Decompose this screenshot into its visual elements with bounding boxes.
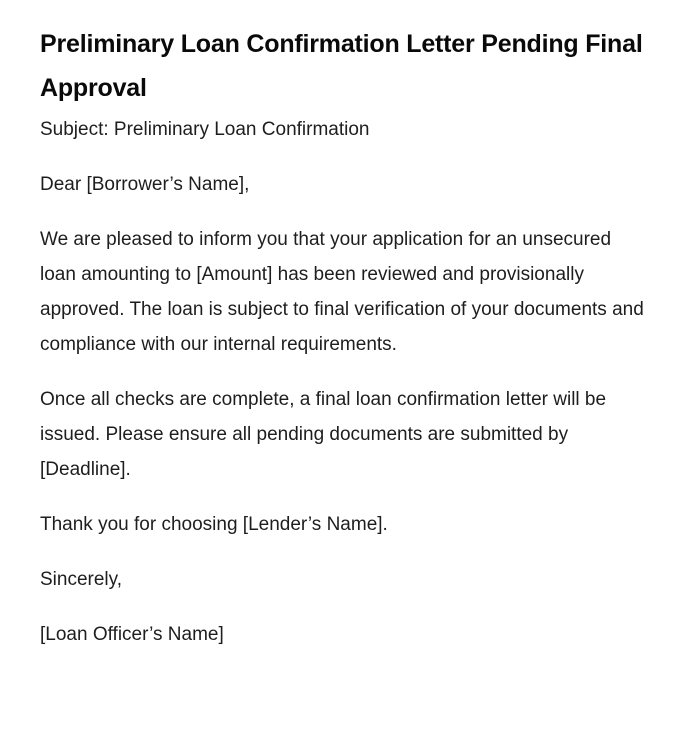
letter-signature: [Loan Officer’s Name] [40, 624, 224, 645]
letter-body-paragraph: We are pleased to inform you that your application for an unsecured loan amounting to [Amount] has been reviewed and provisionally approved. The loan is subject to final verification of your documents and compliance with our internal requirements. [40, 229, 644, 355]
letter-body-paragraph: Once all checks are complete, a final loan confirmation letter will be issued. Please ensure all pending documents are submitted by [Deadline]. [40, 389, 607, 480]
letter-subject: Subject: Preliminary Loan Confirmation [40, 119, 370, 140]
letter-salutation: Dear [Borrower’s Name], [40, 174, 250, 195]
letter-title: Preliminary Loan Confirmation Letter Pending Final Approval [40, 30, 643, 102]
letter-closing: Sincerely, [40, 569, 123, 590]
letter-document [40, 22, 648, 672]
letter-thanks: Thank you for choosing [Lender’s Name]. [40, 514, 388, 535]
